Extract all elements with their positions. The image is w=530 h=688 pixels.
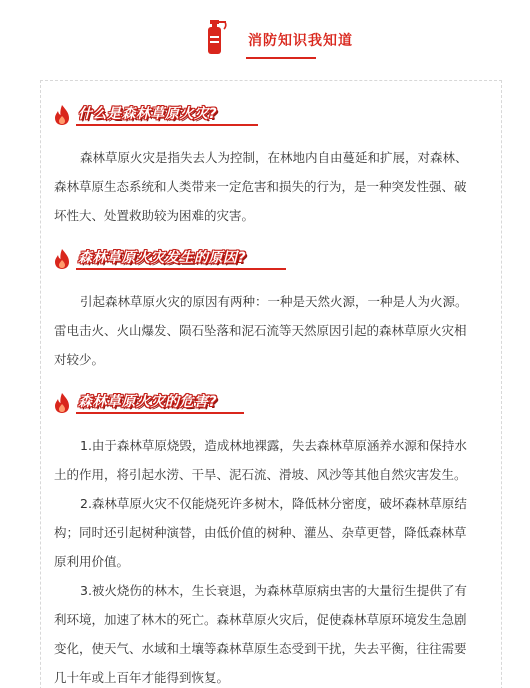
section-title-3: 森林草原火灾的危害? — [78, 394, 218, 410]
title-underline — [246, 57, 316, 59]
text-line: 几十年或上百年才能得到恢复。 — [54, 670, 230, 685]
text-line: 森林草原生态系统和人类带来一定危害和损失的行为，是一种突发性强、破 — [54, 179, 467, 194]
section-underline-3 — [76, 412, 244, 414]
section-body-3 — [54, 431, 492, 688]
text-line: 雷电击火、火山爆发、陨石坠落和泥石流等天然原因引起的森林草原火灾相 — [54, 323, 467, 338]
section-body-1 — [54, 143, 492, 230]
section-title-1: 什么是森林草原火灾? — [78, 106, 218, 122]
section-underline-1 — [76, 124, 258, 126]
text-line: 引起森林草原火灾的原因有两种：一种是天然火源，一种是人为火源。 — [80, 294, 468, 309]
section-title-2: 森林草原火灾发生的原因? — [78, 250, 247, 266]
section-heading-2 — [54, 247, 284, 275]
text-line: 1.由于森林草原烧毁，造成林地裸露，失去森林草原涵养水源和保持水 — [80, 438, 467, 453]
text-line: 2.森林草原火灾不仅能烧死许多树木，降低林分密度，破坏森林草原结 — [80, 496, 467, 511]
text-line: 利环境，加速了林木的死亡。森林草原火灾后，促使森林草原环境发生急剧 — [54, 612, 467, 627]
text-line: 原利用价值。 — [54, 554, 130, 569]
flame-icon — [54, 392, 70, 414]
flame-icon — [54, 104, 70, 126]
text-line: 变化，使天气、水域和土壤等森林草原生态受到干扰，失去平衡，往往需要 — [54, 641, 467, 656]
article-header — [0, 18, 530, 62]
text-line: 坏性大、处置救助较为困难的灾害。 — [54, 208, 255, 223]
text-line: 对较少。 — [54, 352, 105, 367]
section-underline-2 — [76, 268, 286, 270]
section-heading-1 — [54, 103, 254, 131]
text-line: 土的作用，将引起水涝、干旱、泥石流、滑坡、风沙等其他自然灾害发生。 — [54, 467, 467, 482]
section-heading-3 — [54, 391, 254, 419]
section-body-2 — [54, 287, 492, 374]
flame-icon — [54, 248, 70, 270]
fire-extinguisher-icon — [204, 18, 228, 56]
text-line: 构；同时还引起树种演替，由低价值的树种、灌丛、杂草更替，降低森林草 — [54, 525, 467, 540]
text-line: 3.被火烧伤的林木，生长衰退，为森林草原病虫害的大量衍生提供了有 — [80, 583, 467, 598]
page-title: 消防知识我知道 — [248, 33, 353, 49]
text-line: 森林草原火灾是指失去人为控制，在林地内自由蔓延和扩展，对森林、 — [80, 150, 468, 165]
